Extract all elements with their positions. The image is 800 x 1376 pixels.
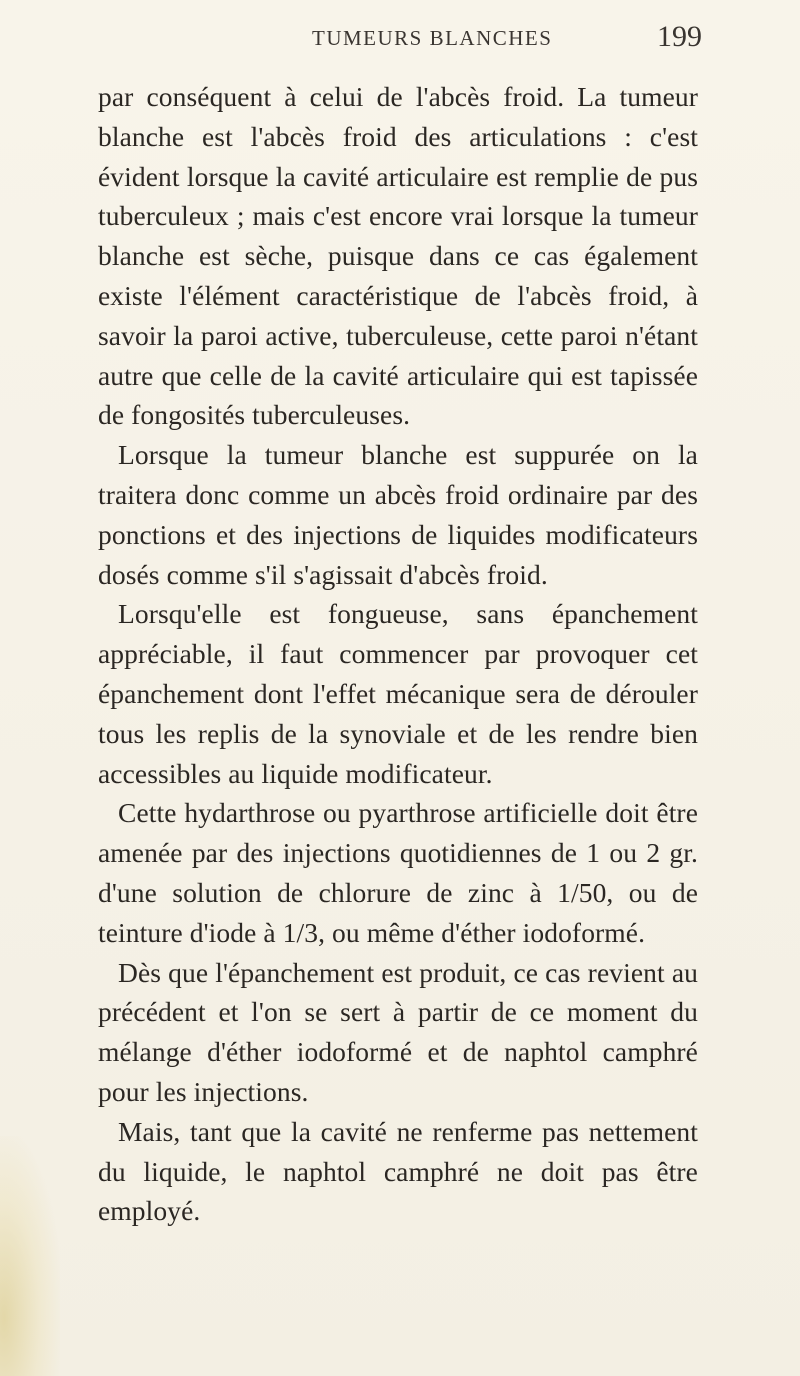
paragraph-6: Mais, tant que la cavité ne renferme pas nettement du liquide, le naphtol camphré ne doit pas être employé. — [98, 1115, 698, 1227]
paper-stain — [0, 1136, 60, 1376]
running-head — [0, 18, 800, 58]
body-text — [98, 77, 698, 1231]
paragraph-2: Lorsque la tumeur blanche est suppurée on la traitera donc comme un abcès froid ordinaire par des ponctions et des injections de liquides modificateurs dosés comme s'il s'agissait d'abcès froid. — [98, 439, 698, 590]
paragraph-5: Dès que l'épanchement est produit, ce cas revient au précédent et l'on se sert à partir de ce moment du mélange d'éther iodoformé et de naphtol camphré pour les injections. — [98, 956, 698, 1107]
page-number: 199 — [657, 20, 702, 53]
paragraph-4: Cette hydarthrose ou pyarthrose artificielle doit être amenée par des injections quotidiennes de 1 ou 2 gr. d'une solution de chlorure de zinc à 1/50, ou de teinture d'iode à 1/3, ou même d'éther iodoformé. — [98, 797, 698, 948]
paragraph-3: Lorsqu'elle est fongueuse, sans épanchement appréciable, il faut commencer par provoquer cet épanchement dont l'effet mécanique sera de dérouler tous les replis de la synoviale et de les rendre bien accessibles au liquide modificateur. — [98, 598, 698, 789]
paragraph-1: par conséquent à celui de l'abcès froid. La tumeur blanche est l'abcès froid des articulations : c'est évident lorsque la cavité articulaire est remplie de pus tuberculeux ; mais c'est encore vrai lorsque la tumeur blanche est sèche, puisque dans ce cas également existe l'élément caractéristique de l'abcès froid, à savoir la paroi active, tuberculeuse, cette paroi n'étant autre que celle de la cavité articulaire qui est tapissée de fongosités tuberculeuses. — [98, 81, 698, 431]
running-title: TUMEURS BLANCHES — [312, 26, 553, 50]
